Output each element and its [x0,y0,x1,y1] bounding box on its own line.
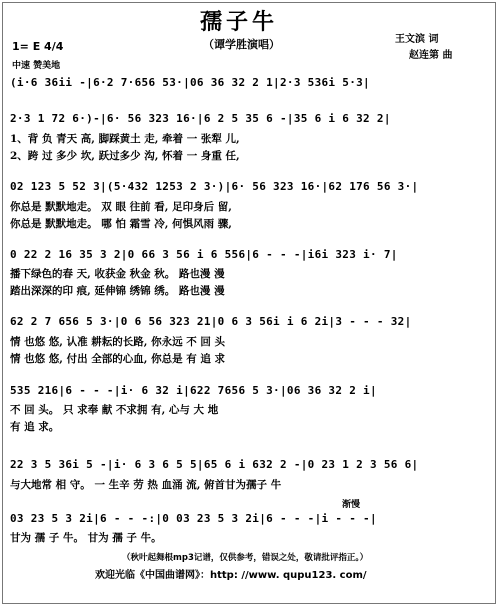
key-signature: 1= E 4/4 [12,40,64,53]
lyric-row-6-verse-2: 有 追 求。 [10,421,60,433]
lyric-row-2-verse-1: 1、背 负 青天 高, 脚踩黄土 走, 牵着 一 张犁 儿, [10,133,240,145]
lyricist-credit: 王文滨 词 [395,34,439,45]
song-title: 孺子牛 [200,9,279,35]
lyric-row-5-verse-1: 情 也悠 悠, 认准 耕耘的长路, 你永远 不 回 头 [10,336,226,348]
composer-credit: 赵连第 曲 [409,50,453,61]
notation-row-5: 62 2 7 656 5 3·|0 6 56 323 21|0 6 3 56i i 6 2i|3 - - - 32| [10,315,412,328]
notation-row-4: 0 22 2 16 35 3 2|0 66 3 56 i 6 556|6 - - -|i6i 323 i· 7| [10,248,398,261]
notation-row-2: 2·3 1 72 6·)-|6· 56 323 16·|6 2 5 35 6 -|35 6 i 6 32 2| [10,112,391,125]
notation-row-7: 22 3 5 36i 5 -|i· 6 3 6 5 5|65 6 i 632 2 -|0 23 1 2 3 56 6| [10,458,419,471]
lyric-row-4-verse-2: 踏出深深的印 痕, 延伸锦 绣锦 绣。 路也漫 漫 [10,285,225,297]
notation-row-8: 03 23 5 3 2i|6 - - -:|0 03 23 5 3 2i|6 - - -|i - - -| [10,512,377,525]
footer-welcome: 欢迎光临《中国曲谱网》：http: //www. qupu123. com/ [95,570,367,581]
lyric-row-4-verse-1: 播下绿色的春 天, 收获金 秋金 秋。 路也漫 漫 [10,268,225,280]
lyric-row-5-verse-2: 情 也悠 悠, 付出 全部的心血, 你总是 有 追 求 [10,353,226,365]
lyric-row-6-verse-1: 不 回 头。 只 求奉 献 不求拥 有, 心与 大 地 [10,404,219,416]
lyric-row-2-verse-2: 2、跨 过 多少 坎, 跃过多少 沟, 怀着 一 身重 任, [10,150,240,162]
performer-subtitle: （谭学胜演唱） [203,38,280,51]
notation-row-6: 535 216|6 - - -|i· 6 32 i|622 7656 5 3·|06 36 32 2 i| [10,384,377,397]
lyric-row-3-verse-1: 你总是 默默地走。 双 眼 往前 看, 足印身后 留, [10,201,232,213]
notation-row-3: 02 123 5 52 3|(5·432 1253 2 3·)|6· 56 323 16·|62 176 56 3·| [10,180,419,193]
lyric-row-8-verse-1: 甘为 孺 子 牛。 甘为 孺 子 牛。 [10,532,162,544]
lyric-row-3-verse-2: 你总是 默默地走。 哪 怕 霜雪 冷, 何惧风雨 骤, [10,218,232,230]
lyric-row-7-verse-1: 与大地常 相 守。 一 生辛 劳 热 血涌 流, 俯首甘为孺子 牛 [10,479,282,491]
footer-note: （秋叶起舞根mp3记谱，仅供参考，错误之处，敬请批评指正。） [122,553,369,563]
notation-row-1: (i·6 36ii -|6·2 7·656 53·|06 36 32 2 1|2·3 536i 5·3| [10,76,370,89]
ritardando-marking: 渐慢 [342,500,361,510]
tempo-marking: 中速 赞美地 [12,61,61,71]
